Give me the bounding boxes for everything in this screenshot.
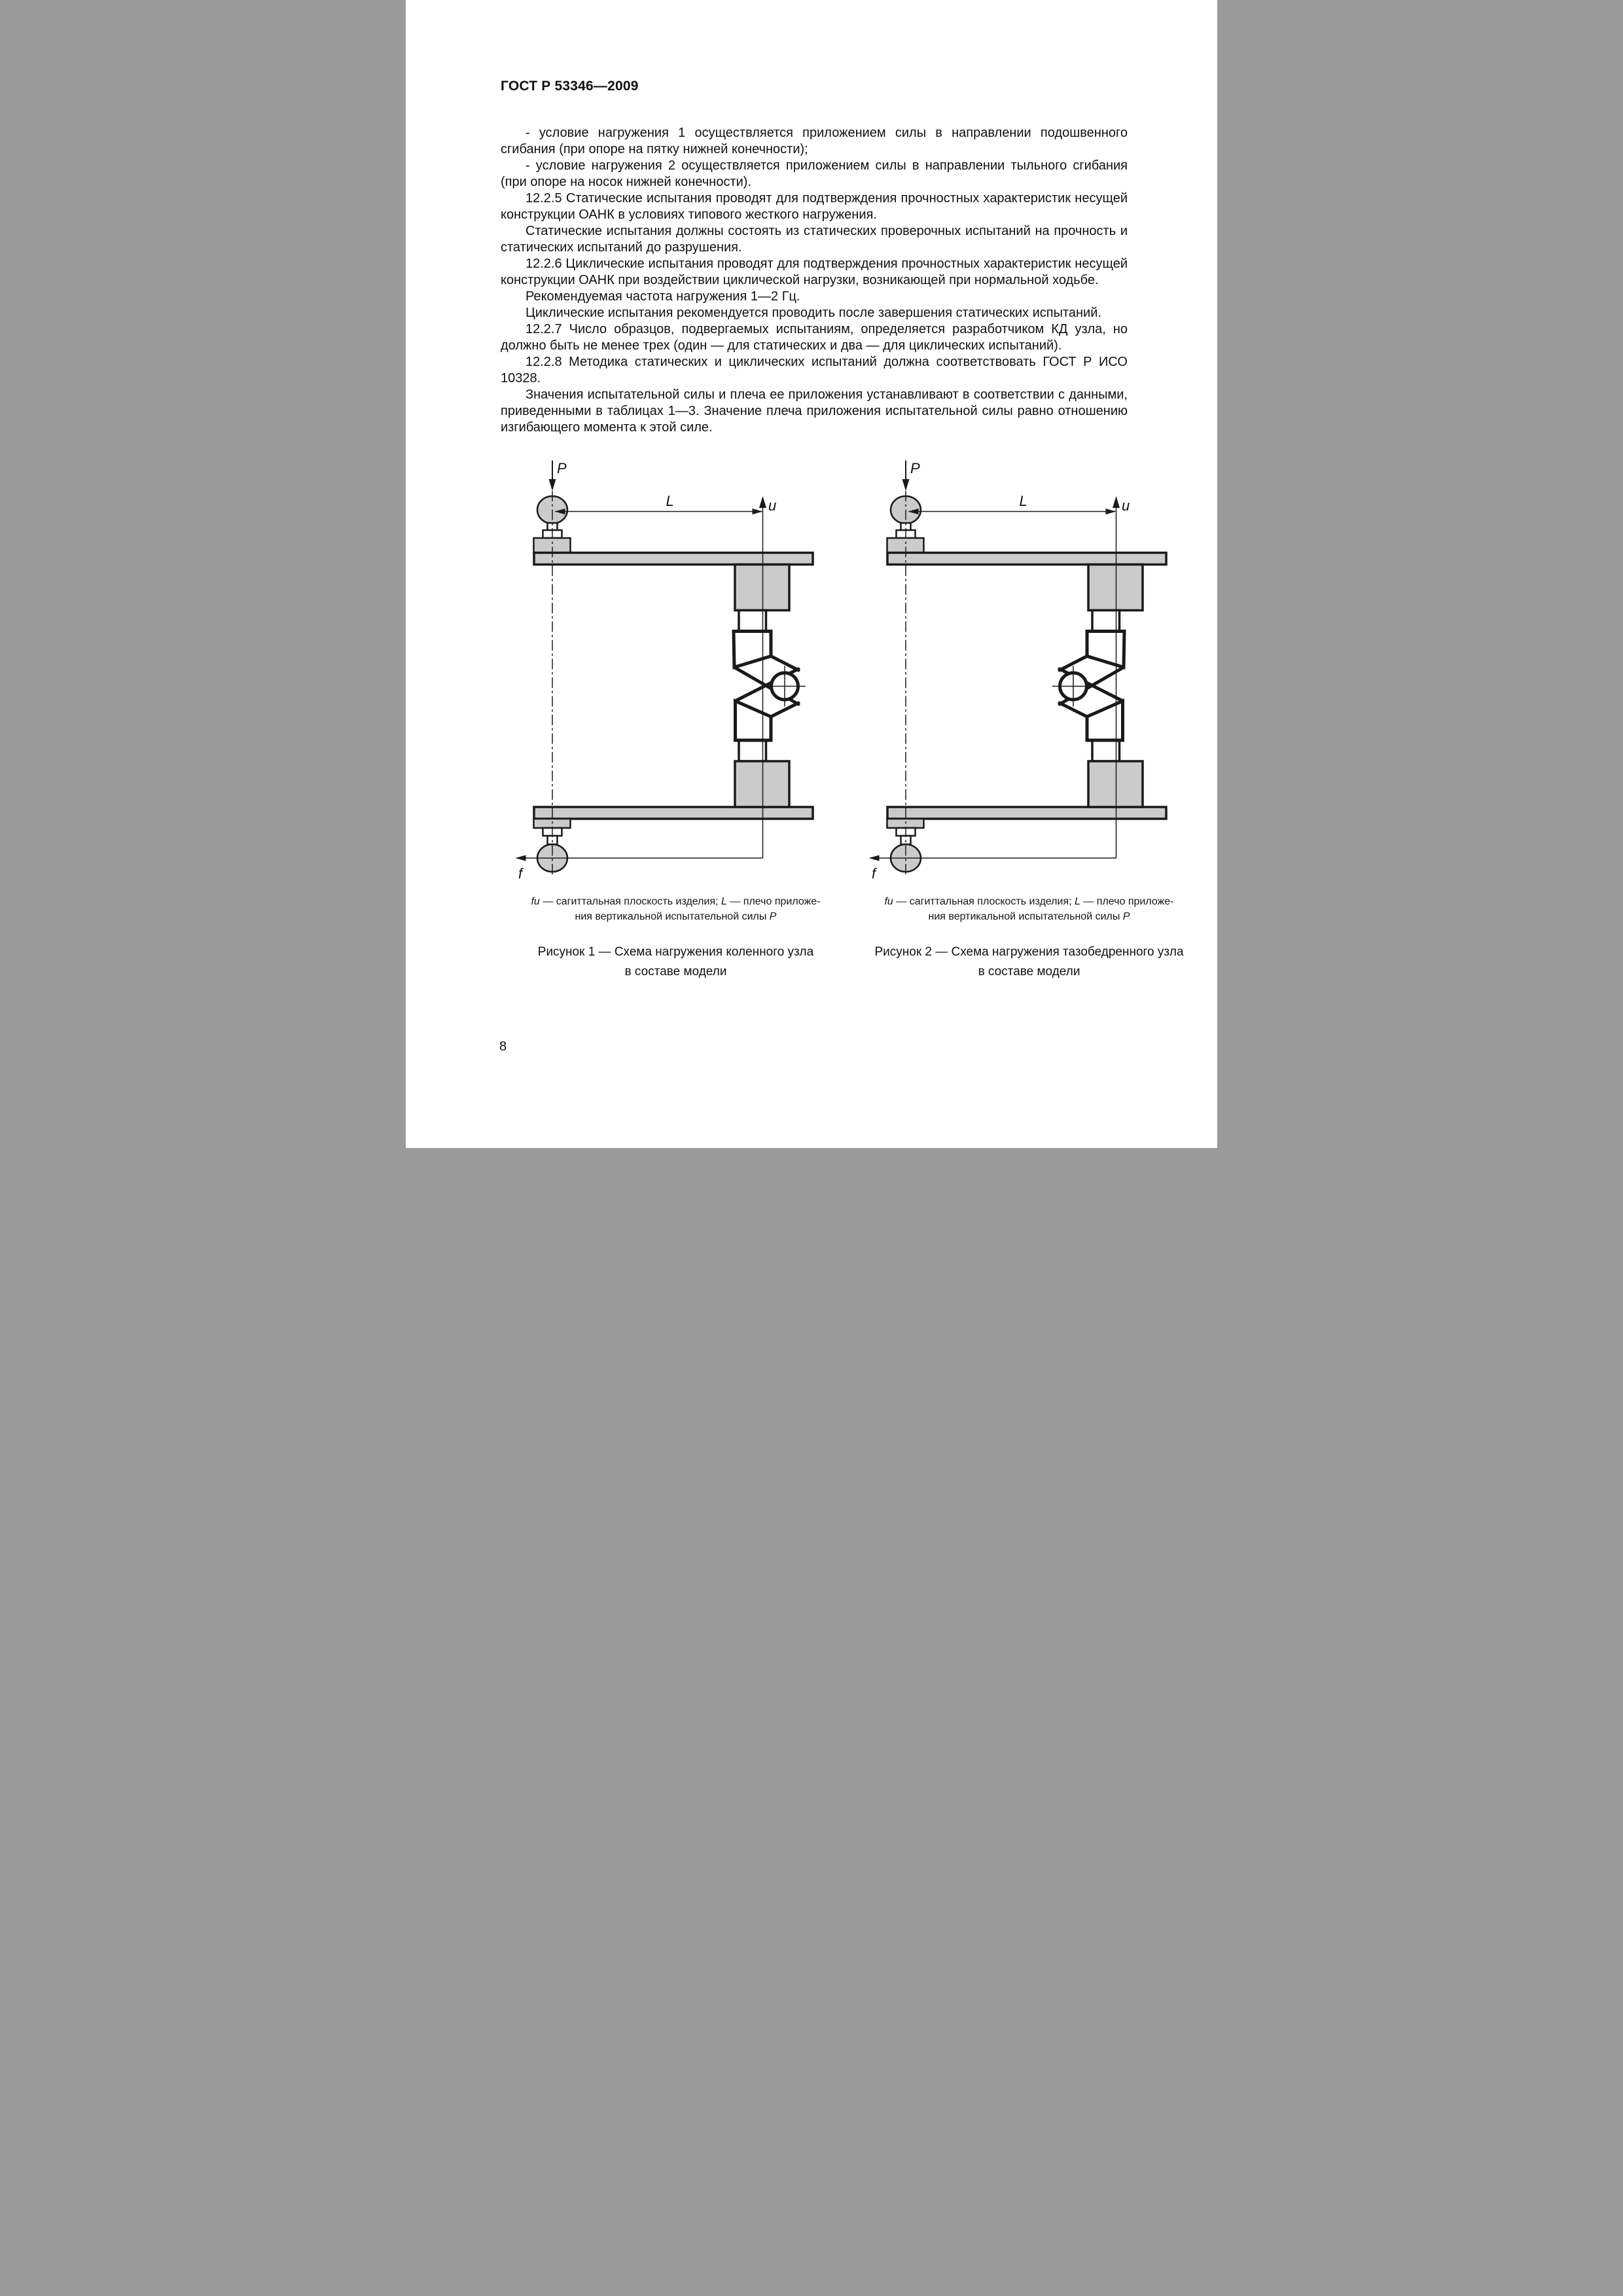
figure-title-line: в составе модели (624, 965, 727, 978)
body-text (501, 125, 1128, 436)
caption-symbol: L (721, 896, 727, 907)
paragraph: Циклические испытания рекомендуется проводить после завершения статических испытаний. (526, 306, 1101, 320)
caption-text: — плечо приложе- (1080, 896, 1174, 907)
joint-lower-segment (736, 701, 772, 740)
f-axis-label: f (872, 865, 876, 880)
u-axis-label: u (1122, 497, 1130, 514)
paragraph: - условие нагружения 2 осуществляется приложением силы в направлении тыльного сгибания (при опоре на носок нижней конечности). (501, 158, 1128, 189)
paragraph: 12.2.7 Число образцов, подвергаемых испытаниям, определяется разработчиком КД узла, но должно быть не менее трех (один — для статических и два — для циклических испытаний). (501, 322, 1128, 353)
dim-arrow-right-icon (1106, 509, 1116, 514)
figure-2-title (857, 942, 1201, 982)
upper-clamp-block (735, 565, 789, 611)
arm-label: L (1019, 493, 1027, 509)
caption-symbol: fu (531, 896, 540, 907)
figure-title-line: Рисунок 2 — Схема нагружения тазобедренного узла (874, 945, 1184, 959)
lower-clamp-block (735, 761, 789, 807)
document-page (406, 0, 1217, 1148)
figure-1-title (504, 942, 847, 982)
doc-header: ГОСТ Р 53346—2009 (501, 79, 639, 94)
bottom-beam (534, 807, 813, 819)
force-arrow-icon (549, 479, 556, 491)
caption-symbol: P (1122, 911, 1130, 922)
upper-tube (739, 611, 766, 632)
f-axis-arrow-icon (869, 855, 880, 861)
f-axis-arrow-icon (516, 855, 526, 861)
u-axis-arrow-icon (1113, 496, 1120, 508)
paragraph: Рекомендуемая частота нагружения 1—2 Гц. (526, 289, 800, 304)
force-label: P (910, 460, 920, 476)
lower-tube (1092, 740, 1120, 761)
caption-text: — сагиттальная плоскость изделия; (539, 896, 721, 907)
bottom-beam (887, 807, 1166, 819)
caption-symbol: fu (884, 896, 893, 907)
joint-upper-segment (1087, 632, 1124, 668)
paragraph: - условие нагружения 1 осуществляется приложением силы в направлении подошвенного сгибания (при опоре на пятку нижней конечности); (501, 126, 1128, 156)
page-number: 8 (499, 1039, 507, 1054)
paragraph: 12.2.8 Методика статических и циклических испытаний должна соответствовать ГОСТ Р ИСО 10328. (501, 355, 1128, 386)
knee-joint-unit (734, 632, 806, 741)
u-axis-label: u (768, 497, 777, 514)
hip-joint-unit (1052, 632, 1124, 741)
top-beam (887, 553, 1166, 565)
u-axis-arrow-icon (759, 496, 766, 508)
caption-text: — сагиттальная плоскость изделия; (893, 896, 1075, 907)
joint-lower-segment (1087, 701, 1123, 740)
f-axis-label: f (518, 865, 523, 880)
dim-arrow-right-icon (753, 509, 763, 514)
caption-text: — плечо приложе- (726, 896, 821, 907)
force-label: P (557, 460, 567, 476)
joint-upper-segment (734, 632, 771, 668)
figure-title-line: Рисунок 1 — Схема нагружения коленного узла (537, 945, 814, 959)
top-beam (534, 553, 813, 565)
upper-tube (1092, 611, 1120, 632)
paragraph: Статические испытания должны состоять из статических проверочных испытаний на прочность и статических испытаний до разрушения. (501, 224, 1128, 255)
lower-tube (739, 740, 766, 761)
paragraph: Значения испытательной силы и плеча ее приложения устанавливают в соответствии с данными, приведенными в таблицах 1—3. Значение плеча приложения испытательной силы равно отношению изгибающего момента к этой силе. (501, 387, 1128, 435)
figure-2-diagram (857, 455, 1201, 880)
lower-clamp-block (1088, 761, 1143, 807)
force-arrow-icon (902, 479, 910, 491)
arm-label: L (666, 493, 674, 509)
figure-title-line: в составе модели (978, 965, 1080, 978)
caption-text: ния вертикальной испытательной силы (575, 911, 770, 922)
figure-1-caption (504, 894, 847, 924)
caption-symbol: P (769, 911, 777, 922)
figures-row (406, 455, 1217, 880)
caption-symbol: L (1075, 896, 1080, 907)
paragraph: 12.2.6 Циклические испытания проводят для подтверждения прочностных характеристик несущей конструкции ОАНК при воздействии циклической нагрузки, возникающей при нормальной ходьбе. (501, 257, 1128, 287)
figure-1-diagram (504, 455, 847, 880)
upper-clamp-block (1088, 565, 1143, 611)
figure-2-caption (857, 894, 1201, 924)
caption-text: ния вертикальной испытательной силы (928, 911, 1123, 922)
paragraph: 12.2.5 Статические испытания проводят для подтверждения прочностных характеристик несущей конструкции ОАНК в условиях типового жесткого нагружения. (501, 191, 1128, 222)
